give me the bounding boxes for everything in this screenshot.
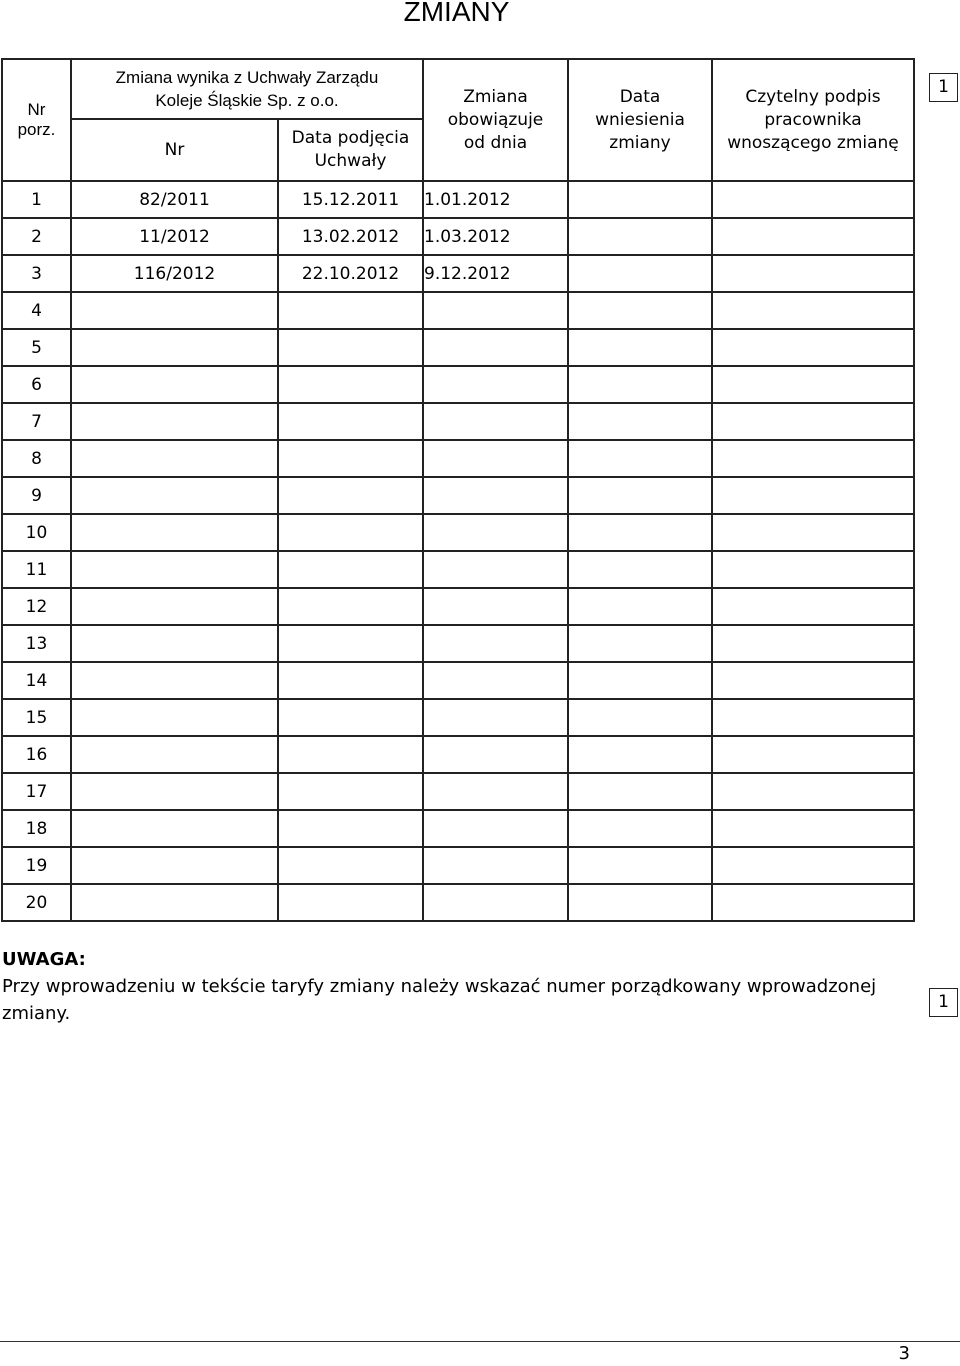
row-number: 1 (2, 181, 71, 218)
header-podpis: Czytelny podpis pracownika wnoszącego zmianę (712, 59, 914, 181)
uchwala-nr-cell (71, 699, 278, 736)
table-row (2, 773, 914, 810)
row-number: 5 (2, 329, 71, 366)
data-wniesienia-cell (568, 884, 712, 921)
row-number: 16 (2, 736, 71, 773)
podpis-cell (712, 403, 914, 440)
data-podjecia-cell (278, 292, 423, 329)
uchwala-nr-cell: 11/2012 (71, 218, 278, 255)
data-wniesienia-cell (568, 662, 712, 699)
note-text: Przy wprowadzeniu w tekście taryfy zmiany należy wskazać numer porządkowany wprowadzonej zmiany. (2, 976, 877, 1024)
row-number: 7 (2, 403, 71, 440)
obowiazuje-cell (423, 329, 568, 366)
data-wniesienia-cell (568, 181, 712, 218)
table-row (2, 625, 914, 662)
row-number: 14 (2, 662, 71, 699)
row-number: 3 (2, 255, 71, 292)
podpis-cell (712, 514, 914, 551)
table-row (2, 181, 914, 218)
data-wniesienia-cell (568, 551, 712, 588)
table-row (2, 662, 914, 699)
obowiazuje-cell: 9.12.2012 (423, 255, 568, 292)
row-number: 17 (2, 773, 71, 810)
note (2, 946, 912, 1027)
data-wniesienia-cell (568, 736, 712, 773)
data-podjecia-cell (278, 588, 423, 625)
data-podjecia-cell (278, 625, 423, 662)
podpis-cell (712, 625, 914, 662)
row-number: 9 (2, 477, 71, 514)
obowiazuje-cell (423, 662, 568, 699)
data-podjecia-cell (278, 736, 423, 773)
header-uchwala-nr: Nr (71, 119, 278, 181)
uchwala-nr-cell (71, 477, 278, 514)
table-row (2, 477, 914, 514)
obowiazuje-cell: 1.01.2012 (423, 181, 568, 218)
podpis-cell (712, 810, 914, 847)
row-number: 8 (2, 440, 71, 477)
table-row (2, 403, 914, 440)
uchwala-nr-cell (71, 736, 278, 773)
row-number: 20 (2, 884, 71, 921)
data-podjecia-cell (278, 662, 423, 699)
data-wniesienia-cell (568, 699, 712, 736)
table-row (2, 329, 914, 366)
header-data-wniesienia: Data wniesienia zmiany (568, 59, 712, 181)
table-row (2, 810, 914, 847)
obowiazuje-cell (423, 403, 568, 440)
obowiazuje-cell (423, 884, 568, 921)
data-wniesienia-cell (568, 810, 712, 847)
table-row (2, 551, 914, 588)
changes-table-body (2, 59, 914, 921)
data-podjecia-cell (278, 403, 423, 440)
uchwala-nr-cell: 116/2012 (71, 255, 278, 292)
row-number: 19 (2, 847, 71, 884)
table-row (2, 847, 914, 884)
data-wniesienia-cell (568, 588, 712, 625)
podpis-cell (712, 366, 914, 403)
podpis-cell (712, 329, 914, 366)
header-uchwala-group: Zmiana wynika z Uchwały Zarządu Koleje Śląskie Sp. z o.o. (71, 59, 423, 119)
data-wniesienia-cell (568, 218, 712, 255)
table-row (2, 366, 914, 403)
obowiazuje-cell: 1.03.2012 (423, 218, 568, 255)
row-number: 2 (2, 218, 71, 255)
obowiazuje-cell (423, 440, 568, 477)
data-wniesienia-cell (568, 625, 712, 662)
obowiazuje-cell (423, 292, 568, 329)
changes-table (1, 58, 915, 922)
podpis-cell (712, 440, 914, 477)
podpis-cell (712, 736, 914, 773)
data-podjecia-cell (278, 329, 423, 366)
podpis-cell (712, 477, 914, 514)
obowiazuje-cell (423, 773, 568, 810)
podpis-cell (712, 699, 914, 736)
table-row (2, 588, 914, 625)
page-number: 3 (898, 1343, 910, 1364)
row-number: 10 (2, 514, 71, 551)
page-title: ZMIANY (403, 0, 510, 27)
uchwala-nr-cell (71, 847, 278, 884)
podpis-cell (712, 292, 914, 329)
change-marker-box: 1 (929, 73, 958, 102)
uchwala-nr-cell (71, 514, 278, 551)
data-wniesienia-cell (568, 366, 712, 403)
data-podjecia-cell: 13.02.2012 (278, 218, 423, 255)
table-row (2, 699, 914, 736)
data-wniesienia-cell (568, 440, 712, 477)
header-row (2, 59, 914, 119)
obowiazuje-cell (423, 477, 568, 514)
podpis-cell (712, 218, 914, 255)
table-row (2, 440, 914, 477)
uchwala-nr-cell (71, 588, 278, 625)
obowiazuje-cell (423, 810, 568, 847)
podpis-cell (712, 662, 914, 699)
row-number: 6 (2, 366, 71, 403)
data-podjecia-cell (278, 884, 423, 921)
data-podjecia-cell (278, 366, 423, 403)
row-number: 15 (2, 699, 71, 736)
data-wniesienia-cell (568, 847, 712, 884)
data-podjecia-cell (278, 810, 423, 847)
row-number: 11 (2, 551, 71, 588)
podpis-cell (712, 255, 914, 292)
data-wniesienia-cell (568, 773, 712, 810)
data-podjecia-cell: 22.10.2012 (278, 255, 423, 292)
uchwala-nr-cell (71, 403, 278, 440)
header-nr-porz: Nr porz. (2, 59, 71, 181)
uchwala-nr-cell (71, 810, 278, 847)
uchwala-nr-cell (71, 662, 278, 699)
data-podjecia-cell (278, 847, 423, 884)
data-wniesienia-cell (568, 329, 712, 366)
data-podjecia-cell (278, 773, 423, 810)
row-number: 12 (2, 588, 71, 625)
uchwala-nr-cell (71, 551, 278, 588)
obowiazuje-cell (423, 699, 568, 736)
obowiazuje-cell (423, 588, 568, 625)
data-podjecia-cell (278, 514, 423, 551)
row-number: 18 (2, 810, 71, 847)
uchwala-nr-cell (71, 440, 278, 477)
table-row (2, 514, 914, 551)
obowiazuje-cell (423, 847, 568, 884)
footer-divider (0, 1341, 960, 1342)
podpis-cell (712, 181, 914, 218)
row-number: 4 (2, 292, 71, 329)
note-label: UWAGA: (2, 949, 86, 970)
podpis-cell (712, 884, 914, 921)
obowiazuje-cell (423, 736, 568, 773)
podpis-cell (712, 551, 914, 588)
table-row (2, 736, 914, 773)
data-podjecia-cell (278, 699, 423, 736)
podpis-cell (712, 847, 914, 884)
table-row (2, 255, 914, 292)
obowiazuje-cell (423, 551, 568, 588)
podpis-cell (712, 773, 914, 810)
row-number: 13 (2, 625, 71, 662)
uchwala-nr-cell (71, 366, 278, 403)
data-podjecia-cell (278, 440, 423, 477)
table-row (2, 884, 914, 921)
header-uchwala-data: Data podjęcia Uchwały (278, 119, 423, 181)
obowiazuje-cell (423, 625, 568, 662)
uchwala-nr-cell (71, 884, 278, 921)
uchwala-nr-cell: 82/2011 (71, 181, 278, 218)
data-podjecia-cell: 15.12.2011 (278, 181, 423, 218)
data-podjecia-cell (278, 551, 423, 588)
note-marker-box: 1 (929, 988, 958, 1017)
header-obowiazuje: Zmiana obowiązuje od dnia (423, 59, 568, 181)
table-row (2, 292, 914, 329)
data-wniesienia-cell (568, 403, 712, 440)
data-wniesienia-cell (568, 292, 712, 329)
table-row (2, 218, 914, 255)
obowiazuje-cell (423, 514, 568, 551)
data-wniesienia-cell (568, 255, 712, 292)
uchwala-nr-cell (71, 625, 278, 662)
uchwala-nr-cell (71, 329, 278, 366)
data-wniesienia-cell (568, 477, 712, 514)
obowiazuje-cell (423, 366, 568, 403)
data-podjecia-cell (278, 477, 423, 514)
uchwala-nr-cell (71, 773, 278, 810)
uchwala-nr-cell (71, 292, 278, 329)
data-wniesienia-cell (568, 514, 712, 551)
podpis-cell (712, 588, 914, 625)
